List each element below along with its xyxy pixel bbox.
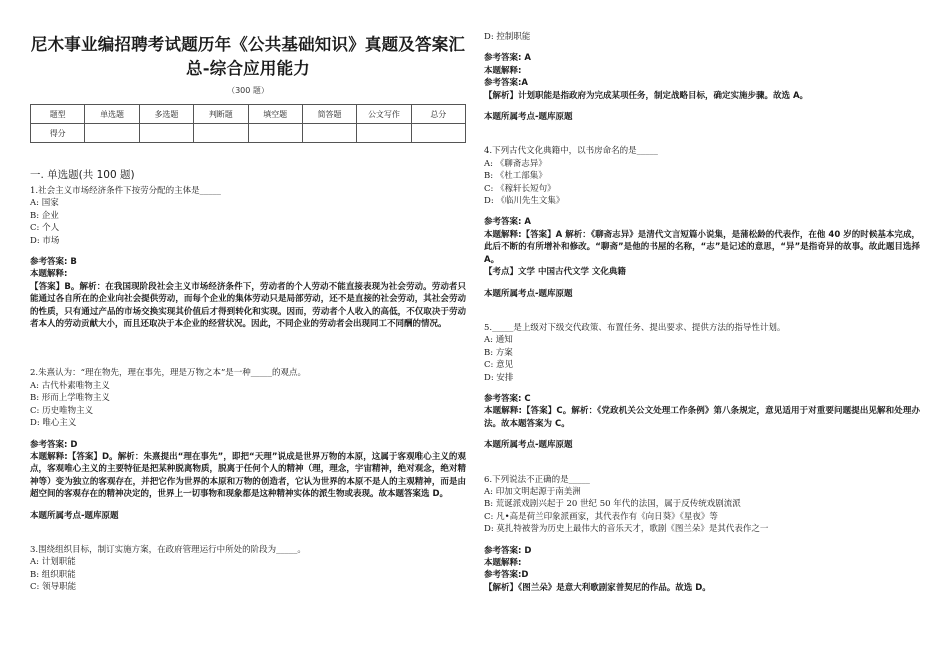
source-label: 本题所属考点-题库原题 [484,112,573,123]
right-column [484,31,920,594]
section-heading: 一. 单选题(共 100 题) [30,169,135,181]
score-table-header-row [31,105,466,124]
analysis-label: 本题解释: [30,269,68,280]
option-b: B: 企业 [30,210,59,221]
document-subtitle: （300 题） [227,86,269,95]
question-stem: 3.围绕组织目标，制订实施方案，在政府管理运行中所处的阶段为_____。 [30,544,306,555]
analysis-text: 【答案】B。解析：在我国现阶段社会主义市场经济条件下，劳动者的个人劳动不能直接表现为社会劳动。劳动者只能通过各自所在的企业向社会提供劳动，而每个企业的集体劳动只是局部劳动，还不是直接的社会劳动，其社会劳动的性质，只有通过产品的市场交换实现其价值后才得到转化和实现。因而，劳动者个人收入的高低，不仅取决于劳动者本人的劳动贡献大小，而且还取决于本企业的经营状况。因此，不同企业的劳动者会出现同工不同酬的情况。 [30,281,466,330]
answer-label: 参考答案: B [30,257,77,268]
score-cell-empty[interactable] [139,124,193,143]
answer-label: 参考答案: A [484,53,531,64]
answer-label: 参考答案: A [484,217,531,228]
option-d: D: 莫扎特被誉为历史上最伟大的音乐天才，歌剧《图兰朵》是其代表作之一 [484,524,769,535]
analysis-label: 本题解释: [484,65,522,76]
question-5 [484,322,920,452]
option-c: C: 个人 [30,223,60,234]
question-6 [484,474,920,595]
score-cell: 填空题 [248,105,302,124]
score-cell: 总分 [411,105,465,124]
option-a: A: 《聊斋志异》 [484,158,547,169]
score-cell: 多选题 [139,105,193,124]
score-cell-empty[interactable] [85,124,139,143]
analysis-text: 本题解释:【答案】A 解析：《聊斋志异》是清代文言短篇小说集，是蒲松龄的代表作，在他 40 岁的时候基本完成，此后不断的有所增补和修改。“聊斋”是他的书屋的名称，“志”是记述的意思，“异”是指奇异的故事。故此题目选择 A。 [484,229,920,265]
score-table-score-row [31,124,466,143]
option-c: C: 凡•高是荷兰印象派画家，其代表作有《向日葵》《星夜》等 [484,511,718,522]
option-a: A: 计划职能 [30,557,76,568]
question-1 [30,185,466,330]
question-stem: 2.朱熹认为：“理在物先，理在事先，理是万物之本”是一种_____的观点。 [30,368,307,379]
question-3 [30,544,466,594]
option-a: A: 通知 [484,335,513,346]
score-cell: 题型 [31,105,85,124]
score-cell: 得分 [31,124,85,143]
score-cell: 判断题 [194,105,248,124]
score-cell-empty[interactable] [194,124,248,143]
answer-label-2: 参考答案:A [484,78,528,89]
option-b: B: 形而上学唯物主义 [30,393,110,404]
option-c: C: 历史唯物主义 [30,405,94,416]
question-3-continued [484,31,920,123]
answer-label: 参考答案: D [30,439,78,450]
question-stem: 1.社会主义市场经济条件下按劳分配的主体是_____ [30,186,221,196]
answer-label-2: 参考答案:D [484,570,529,581]
option-a: A: 国家 [30,198,59,209]
score-cell-empty[interactable] [248,124,302,143]
question-4 [484,145,920,299]
option-c: C: 《稼轩长短句》 [484,183,556,194]
answer-label: 参考答案: D [484,545,532,556]
analysis-text: 本题解释:【答案】C。解析：《党政机关公文处理工作条例》第八条规定，意见适用于对重要问题提出见解和处理办 法。故本题答案为 C。 [484,406,920,429]
question-2 [30,367,466,521]
score-cell: 简答题 [302,105,356,124]
analysis-text: 【解析】计划职能是指政府为完成某项任务，制定战略目标，确定实施步骤。故选 A。 [484,90,809,101]
option-d: D: 安排 [484,372,514,383]
analysis-label: 本题解释: [484,558,522,568]
score-cell-empty[interactable] [411,124,465,143]
option-b: B: 方案 [484,347,513,358]
option-b: B: 《杜工部集》 [484,171,547,182]
analysis-text: 本题解释:【答案】D。解析：朱熹提出“理在事先”，即把“天理”说成是世界万物的本原，这属于客观唯心主义的观点，客观唯心主义的主要特征是把某种脱离物质，脱离于任何个人的精神（理，理念，宇宙精神，绝对观念，绝对精神等）变为独立的客观存在，并把它作为世界的本原和万物的创造者，它认为世界的本原不是人的主观精神，而是由超空间的客观存在的精神决定的，世界上一切事物和现象都是这种精神实体的派生物或表现。故本题答案选 D。 [30,451,466,500]
option-a: A: 印加文明起源于南美洲 [484,486,581,497]
answer-label: 参考答案: C [484,393,531,404]
option-c: C: 领导职能 [30,582,77,593]
option-d: D: 唯心主义 [30,418,77,429]
analysis-text: 【解析】《图兰朵》是意大利歌剧家普契尼的作品。故选 D。 [484,582,711,593]
left-column [30,0,466,594]
option-d: D: 控制职能 [484,32,531,42]
option-c: C: 意见 [484,360,514,371]
question-stem: 6.下列说法不正确的是_____ [484,474,590,485]
question-stem: 4.下列古代文化典籍中，以书房命名的是_____ [484,146,658,157]
option-b: B: 荒诞派戏剧兴起于 20 世纪 50 年代的法国，属于反传统戏剧流派 [484,499,741,510]
document-title: 尼木事业编招聘考试题历年《公共基础知识》真题及答案汇总-综合应用能力 [30,35,466,78]
option-a: A: 古代朴素唯物主义 [30,380,110,391]
option-b: B: 组织职能 [30,569,76,580]
score-cell: 单选题 [85,105,139,124]
score-cell-empty[interactable] [357,124,411,143]
knowledge-point: 【考点】文学 中国古代文学 文化典籍 [484,267,626,278]
source-label: 本题所属考点-题库原题 [484,440,573,451]
score-cell-empty[interactable] [302,124,356,143]
source-label: 本题所属考点-题库原题 [30,510,119,521]
question-stem: 5._____是上级对下级交代政策、布置任务、提出要求、提供方法的指导性计划。 [484,322,786,333]
score-cell: 公文写作 [357,105,411,124]
score-table [30,104,466,143]
source-label: 本题所属考点-题库原题 [484,288,573,299]
option-d: D: 《临川先生文集》 [484,196,565,207]
option-d: D: 市场 [30,235,60,246]
